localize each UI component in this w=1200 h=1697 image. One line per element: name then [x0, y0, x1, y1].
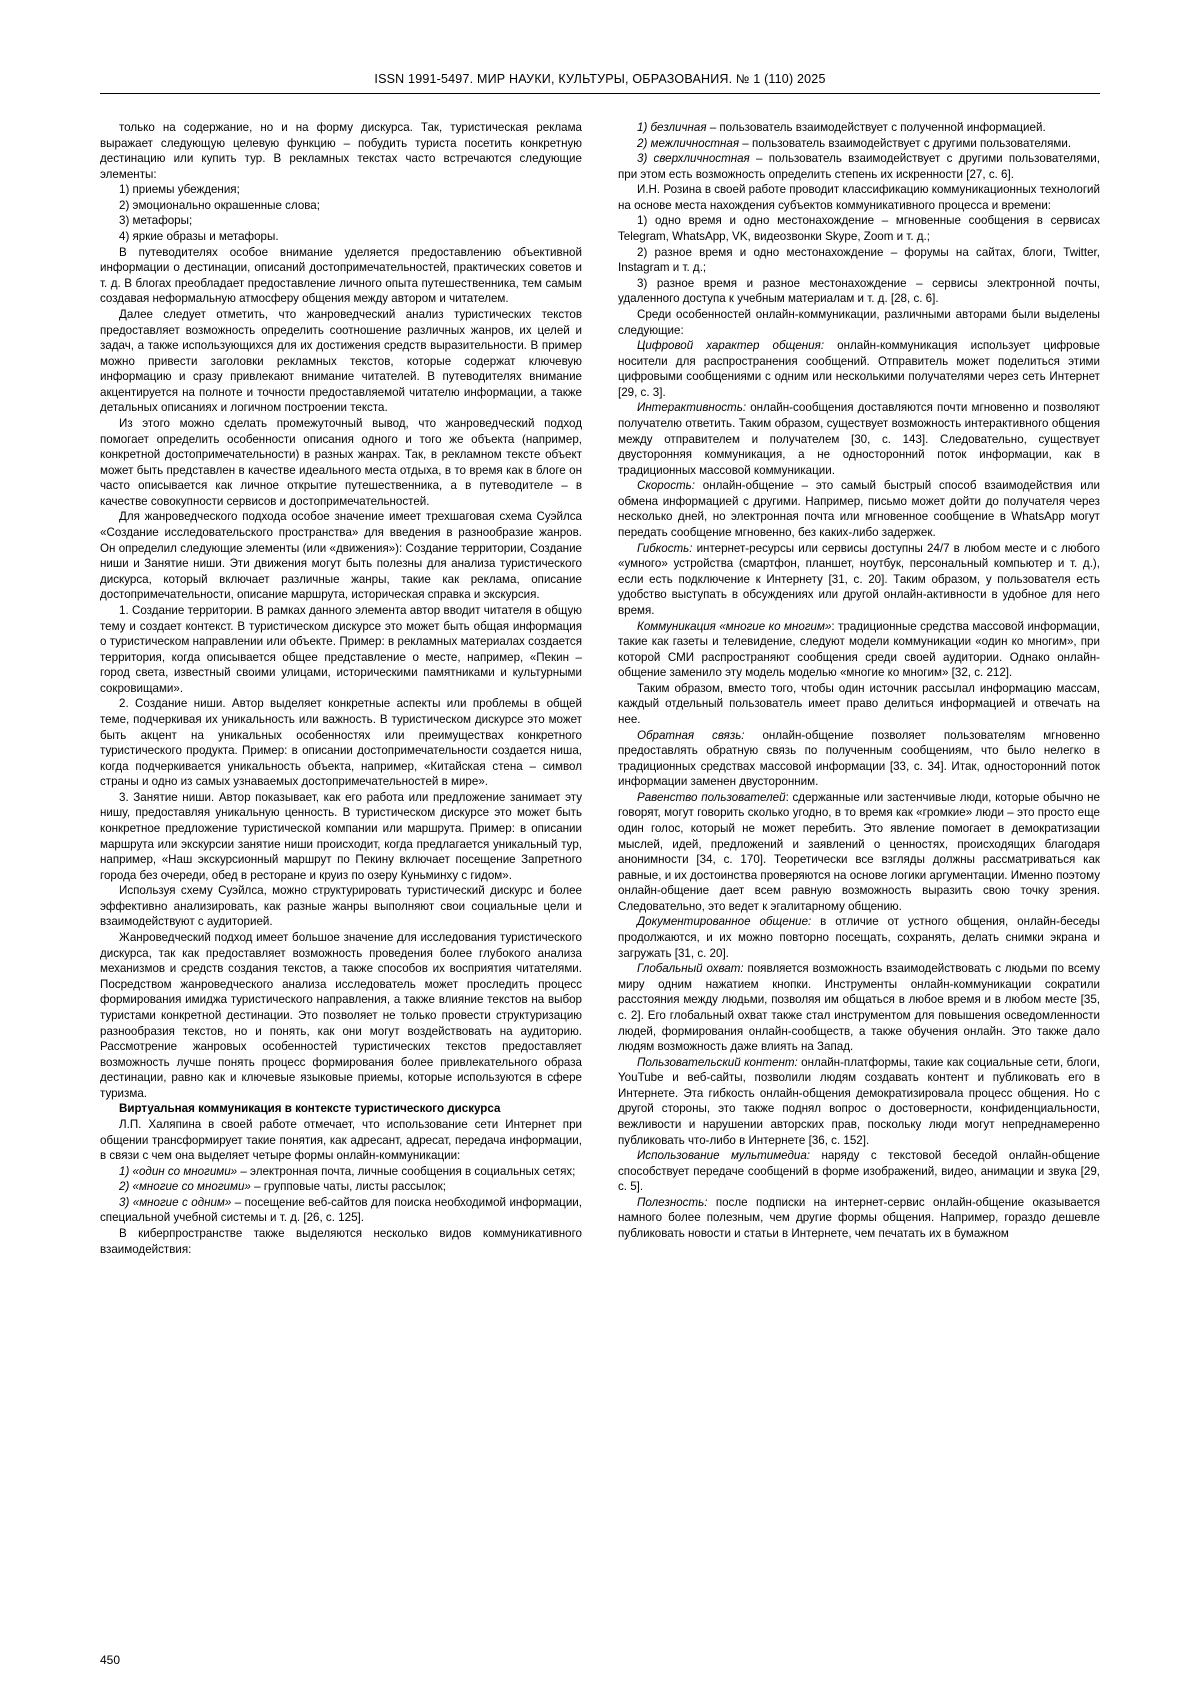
left-paragraph: 3. Занятие ниши. Автор показывает, как его работа или предложение занимает эту нишу, предоставляя уникальную ценность. В туристическом дискурсе это может быть конкретное предложение туристической компании или маршрута. Пример: в описании маршрута или экскурсии занятие ниши происходит, когда предлагается уникальный тур, например, «Наш экскурсионный маршрут по Пекину включает посещение Запретного города без очереди, обед в ресторане и круиз по озеру Куньминху с гидом». — [100, 790, 582, 882]
left-paragraph: Используя схему Суэйлса, можно структурировать туристический дискурс и более эффективно анализировать, как разные жанры выполняют свои социальные цели и взаимодействуют с аудиторией. — [100, 884, 582, 929]
emphasized-term: Равенство пользователей — [637, 790, 786, 804]
right-paragraph: Глобальный охват: появляется возможность взаимодействовать с людьми по всему миру одним нажатием кнопки. Инструменты онлайн-коммуникации сократили расстояния между людьми, позволяя им общаться в любое время и в любом месте [35, с. 2]. Его глобальный охват также стал инструментом для повышения осведомленности людей, формирования онлайн-сообществ, а также обучения онлайн. Это также дало людям возможность даже влиять на Запад. — [618, 962, 1100, 1054]
left-column — [100, 120, 582, 1257]
right-list-item: 2) межличностная – пользователь взаимодействует с другими пользователями. — [637, 136, 1072, 150]
emphasized-term: Интерактивность: — [637, 401, 747, 415]
left-paragraph: Из этого можно сделать промежуточный вывод, что жанроведческий подход помогает определить особенности описания одного и того же объекта (например, конкретной достопримечательности) в разных жанрах. Так, в рекламном тексте объект может быть представлен в качестве идеального места отдыха, в то время как в блоге он часто описывается как личное открытие путешественника, а в путеводителе – в качестве совокупности сервисов и достопримечательностей. — [100, 416, 582, 508]
page-number: 450 — [100, 1653, 121, 1667]
right-paragraph: Обратная связь: онлайн-общение позволяет пользователям мгновенно предоставлять обратную связь по полученным сообщениям, что было нелегко в традиционных средствах массовой информации [33, с. 34]. Итак, односторонний поток информации заменен двусторонним. — [618, 728, 1100, 789]
emphasized-term: 3) сверхличностная — [637, 152, 750, 166]
emphasized-term: Гибкость: — [637, 541, 693, 555]
emphasized-term: Цифровой характер общения: — [637, 339, 825, 353]
left-list-item: 1) приемы убеждения; — [119, 183, 240, 197]
emphasized-term: 2) «многие со многими» — [119, 1180, 251, 1194]
left-list-item: 1) «один со многими» – электронная почта, личные сообщения в социальных сетях; — [119, 1164, 576, 1178]
right-paragraph: Коммуникация «многие ко многим»: традиционные средства массовой информации, такие как газеты и телевидение, следуют модели коммуникации «один ко многим», при которой СМИ распространяют сообщения среди своей аудитории. Однако онлайн-общение заменило эту модель моделью «многие ко многим» [32, с. 212]. — [618, 619, 1100, 680]
emphasized-term: Скорость: — [637, 479, 695, 493]
left-paragraph: Далее следует отметить, что жанроведческий анализ туристических текстов предоставляет возможность определить соотношение различных жанров, их целей и задач, а также использующихся для их достижения средств выразительности. В пример можно привести заголовки рекламных текстов, которые содержат ключевую информацию и сразу привлекают внимание читателей. В путеводителях внимание акцентируется на полноте и точности предоставляемой читателю информации, а также детальных описаниях и логичном построении текста. — [100, 307, 582, 415]
emphasized-term: Обратная связь: — [637, 728, 745, 742]
emphasized-term: Глобальный охват: — [637, 962, 744, 976]
right-list-item: 3) сверхличностная – пользователь взаимодействует с другими пользователями, при этом есть возможность определить степень их искренности [27, с. 6]. — [618, 152, 1100, 181]
right-paragraph: Таким образом, вместо того, чтобы один источник рассылал информацию массам, каждый отдельный пользователь имеет право делиться информацией и отвечать на нее. — [618, 681, 1100, 726]
right-paragraph: Равенство пользователей: сдержанные или застенчивые люди, которые обычно не говорят, могут говорить сколько угодно, в то время как «громкие» люди – это просто еще один голос, который не может перебить. Это явление помогает в демократизации мыслей, идей, предложений и заявлений о ценностях, происходящих благодаря анонимности [34, с. 170]. Теоретически все взгляды должны рассматриваться как равные, и их достоинства проверяются на основе логики аргументации. Именно поэтому онлайн-общение дает всем равную возможность выразить свою точку зрения. Следовательно, это ведет к эгалитарному общению. — [618, 790, 1100, 913]
right-list-item: 1) одно время и одно местонахождение – мгновенные сообщения в сервисах Telegram, WhatsApp, VK, видеозвонки Skype, Zoom и т. д.; — [618, 214, 1100, 244]
left-paragraph: В путеводителях особое внимание уделяется предоставлению объективной информации о дестинации, описаний достопримечательностей, практических советов и т. д. В блогах преобладает предоставление личного опыта путешественника, тем самым создавая неформальную атмосферу общения между автором и читателем. — [100, 245, 582, 306]
section-subheading: Виртуальная коммуникация в контексте туристического дискурса — [119, 1102, 501, 1116]
right-paragraph: Пользовательский контент: онлайн-платформы, такие как социальные сети, блоги, YouTube и веб-сайты, позволили людям создавать контент и публиковать его в Интернете. Эта гибкость онлайн-общения демократизировала процесс общения. Но с другой стороны, это также поднял вопрос о достоверности, конфиденциальности, вежливости и нарушении авторских прав, поскольку люди могут непреднамеренно публиковать что-либо в Интернете [36, с. 152]. — [618, 1055, 1100, 1147]
left-paragraph: 2. Создание ниши. Автор выделяет конкретные аспекты или проблемы в общей теме, подчеркивая их уникальность или важность. В туристическом дискурсе это может быть акцент на уникальных особенностях или преимуществах конкретного туристического продукта. Пример: в описании достопримечательности создается ниша, когда подчеркивается уникальность объекта, например, «Китайская стена – символ страны и одно из самых узнаваемых достопримечательностей в мире». — [100, 697, 582, 789]
left-list-item: 3) «многие с одним» – посещение веб-сайтов для поиска необходимой информации, специальной учебной системы и т. д. [26, с. 125]. — [100, 1195, 582, 1225]
right-paragraph: Цифровой характер общения: онлайн-коммуникация использует цифровые носители для распространения сообщений. Отправитель может поделиться этими цифровыми сообщениями с одним или несколькими получателями через сеть Интернет [29, с. 3]. — [618, 339, 1100, 399]
left-paragraph: Для жанроведческого подхода особое значение имеет трехшаговая схема Суэйлса «Создание исследовательского пространства» для введения в разнообразие жанров. Он определил следующие элементы (или «движения»): Создание территории, Создание ниши и Занятие ниши. Эти движения могут быть полезны для анализа туристического дискурса, который включает различные жанры, такие как реклама, описание достопримечательности, описание маршрута, историческая справка и экскурсия. — [100, 510, 582, 602]
right-paragraph: И.Н. Розина в своей работе проводит классификацию коммуникационных технологий на основе места нахождения субъектов коммуникативного процесса и времени: — [618, 183, 1100, 212]
emphasized-term: Пользовательский контент: — [637, 1055, 798, 1069]
left-list-item: 2) «многие со многими» – групповые чаты, листы рассылок; — [119, 1180, 446, 1194]
emphasized-term: 1) безличная — [637, 121, 707, 134]
right-paragraph: Среди особенностей онлайн-коммуникации, различными авторами были выделены следующие: — [618, 307, 1100, 337]
right-paragraph: Гибкость: интернет-ресурсы или сервисы доступны 24/7 в любом месте и с любого «умного» устройства (смартфон, планшет, ноутбук, персональный компьютер и т. д.), если есть подключение к Интернету [31, с. 20]. Таким образом, у пользователя есть удобство выступать в обсуждениях или другой онлайн-активности в удобное для него время. — [618, 541, 1100, 617]
right-list-item: 2) разное время и одно местонахождение – форумы на сайтах, блоги, Twitter, Instagram и т. д.; — [618, 245, 1100, 275]
emphasized-term: 1) «один со многими» — [119, 1164, 238, 1178]
emphasized-term: 2) межличностная — [637, 136, 740, 150]
right-list-item: 3) разное время и разное местонахождение – сервисы электронной почты, удаленного доступа к учебным материалам и т. д. [28, с. 6]. — [618, 276, 1100, 306]
left-paragraph: Л.П. Халяпина в своей работе отмечает, что использование сети Интернет при общении трансформирует такие понятия, как адресант, адресат, передача информации, в связи с чем она выделяет четыре формы онлайн-коммуникации: — [100, 1118, 582, 1163]
left-paragraph: В киберпространстве также выделяются несколько видов коммуникативного взаимодействия: — [100, 1227, 582, 1256]
emphasized-term: 3) «многие с одним» — [119, 1195, 232, 1209]
right-column — [618, 120, 1100, 1242]
left-paragraph: 1. Создание территории. В рамках данного элемента автор вводит читателя в общую тему и создает контекст. В туристическом дискурсе это может быть общая информация о туристическом направлении или объекте. Пример: в рекламных материалах создается территория, когда описывается общее представление о месте, например, «Пекин – город света, известный своими улицами, историческими памятниками и культурными сокровищами». — [100, 603, 582, 695]
two-column-body — [100, 120, 1100, 1257]
right-list-item: 1) безличная – пользователь взаимодействует с полученной информацией. — [637, 121, 1046, 134]
right-paragraph: Интерактивность: онлайн-сообщения доставляются почти мгновенно и позволяют получателю ответить. Таким образом, существует возможность интерактивного общения между отправителем и получателем [30, с. 143]. Следовательно, существует двусторонняя коммуникация, а не односторонний поток информации, как в традиционных массовой коммуникации. — [618, 401, 1100, 477]
left-paragraph: только на содержание, но и на форму дискурса. Так, туристическая реклама выражает следующую целевую функцию – побудить туриста посетить конкретную дестинацию или купить тур. В рекламных текстах часто встречаются следующие элементы: — [100, 121, 582, 181]
emphasized-term: Документированное общение: — [637, 915, 812, 929]
emphasized-term: Коммуникация «многие ко многим» — [637, 619, 832, 633]
left-list-item: 3) метафоры; — [119, 214, 193, 228]
left-list-item: 2) эмоционально окрашенные слова; — [119, 198, 320, 212]
right-paragraph: Использование мультимедиа: наряду с текстовой беседой онлайн-общение способствует передаче сообщений в форме изображений, видео, анимации и звука [29, с. 5]. — [618, 1149, 1100, 1194]
emphasized-term: Полезность: — [637, 1195, 708, 1209]
right-paragraph: Скорость: онлайн-общение – это самый быстрый способ взаимодействия или обмена информацией с другими. Например, письмо может дойти до получателя через несколько дней, но электронная почта или мгновенное сообщение в WhatsApp могут передать сообщение мгновенно, без каких-либо задержек. — [618, 479, 1100, 540]
left-paragraph: Жанроведческий подход имеет большое значение для исследования туристического дискурса, так как предоставляет возможность проведения более глубокого анализа механизмов и средств создания текстов, а также способов их восприятия читателями. Посредством жанроведческого анализа исследователь может проследить процесс формирования имиджа туристического направления, а также влияние текстов на выбор туристами конкретной дестинации. Это позволяет не только провести структуризацию разнообразия текстов, но и понять, как они могут воздействовать на аудиторию. Рассмотрение жанровых особенностей туристических текстов предоставляет возможность лучше понять процесс формирования более привлекательного образа дестинации, равно как и ключевые языковые приемы, которые используются в сфере туризма. — [100, 931, 582, 1100]
emphasized-term: Использование мультимедиа: — [637, 1149, 810, 1163]
running-head: ISSN 1991-5497. МИР НАУКИ, КУЛЬТУРЫ, ОБРАЗОВАНИЯ. № 1 (110) 2025 — [100, 72, 1100, 94]
left-list-item: 4) яркие образы и метафоры. — [119, 230, 279, 244]
right-paragraph: Документированное общение: в отличие от устного общения, онлайн-беседы продолжаются, и их можно повторно посещать, сохранять, делать снимки экрана и загружать [31, с. 20]. — [618, 915, 1100, 960]
right-paragraph: Полезность: после подписки на интернет-сервис онлайн-общение оказывается намного более полезным, чем другие формы общения. Например, гораздо дешевле публиковать новости и статьи в Интернете, чем печатать их в бумажном — [618, 1195, 1100, 1241]
